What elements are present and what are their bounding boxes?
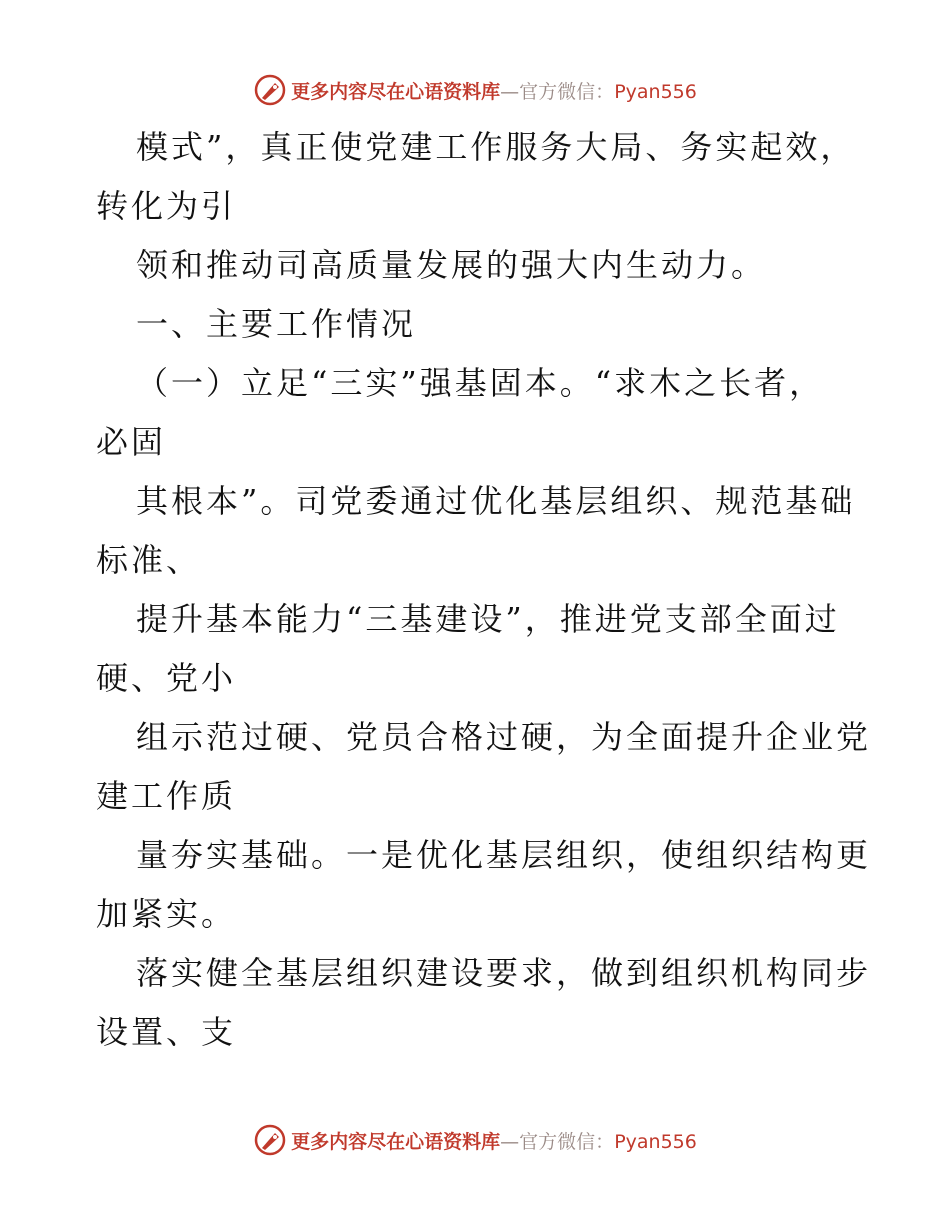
watermark-contact-label: 官方微信： bbox=[519, 1130, 615, 1153]
body-text-line: 模式”，真正使党建工作服务大局、务实起效， bbox=[136, 128, 856, 166]
body-text-line: 设置、支 bbox=[96, 1013, 237, 1051]
body-text-line: 标准、 bbox=[96, 541, 202, 579]
body-text-line: 一、主要工作情况 bbox=[136, 305, 417, 343]
body-text-line: 硬、党小 bbox=[96, 659, 237, 697]
body-text-line: 量夯实基础。一是优化基层组织，使组织结构更 bbox=[136, 836, 872, 874]
body-text-line: 其根本”。司党委通过优化基层组织、规范基础 bbox=[136, 482, 856, 520]
body-text-line: 落实健全基层组织建设要求，做到组织机构同步 bbox=[136, 954, 872, 992]
pen-nib-icon bbox=[253, 73, 287, 107]
watermark-contact-id: Pyan556 bbox=[614, 1130, 697, 1153]
watermark-text bbox=[291, 1127, 697, 1154]
watermark-separator: — bbox=[500, 1130, 520, 1153]
body-text-line: 转化为引 bbox=[96, 187, 237, 225]
body-text-line: 提升基本能力“三基建设”，推进党支部全面过 bbox=[136, 600, 840, 638]
watermark-main-text: 更多内容尽在心语资料库 bbox=[291, 80, 501, 103]
watermark-contact-id: Pyan556 bbox=[614, 80, 697, 103]
body-text-line: （一）立足“三实”强基固本。“求木之长者， bbox=[136, 364, 825, 402]
body-text-line: 领和推动司高质量发展的强大内生动力。 bbox=[136, 246, 767, 284]
watermark-text bbox=[291, 77, 697, 104]
watermark-separator: — bbox=[500, 80, 520, 103]
watermark-banner-bottom bbox=[0, 1120, 950, 1160]
document-body bbox=[96, 118, 872, 1062]
body-text-line: 加紧实。 bbox=[96, 895, 237, 933]
pen-nib-icon bbox=[253, 1123, 287, 1157]
watermark-main-text: 更多内容尽在心语资料库 bbox=[291, 1130, 501, 1153]
body-text-line: 组示范过硬、党员合格过硬，为全面提升企业党 bbox=[136, 718, 872, 756]
body-text-line: 必固 bbox=[96, 423, 167, 461]
watermark-contact-label: 官方微信： bbox=[519, 80, 615, 103]
body-text-line: 建工作质 bbox=[96, 777, 237, 815]
watermark-banner-top bbox=[0, 70, 950, 110]
